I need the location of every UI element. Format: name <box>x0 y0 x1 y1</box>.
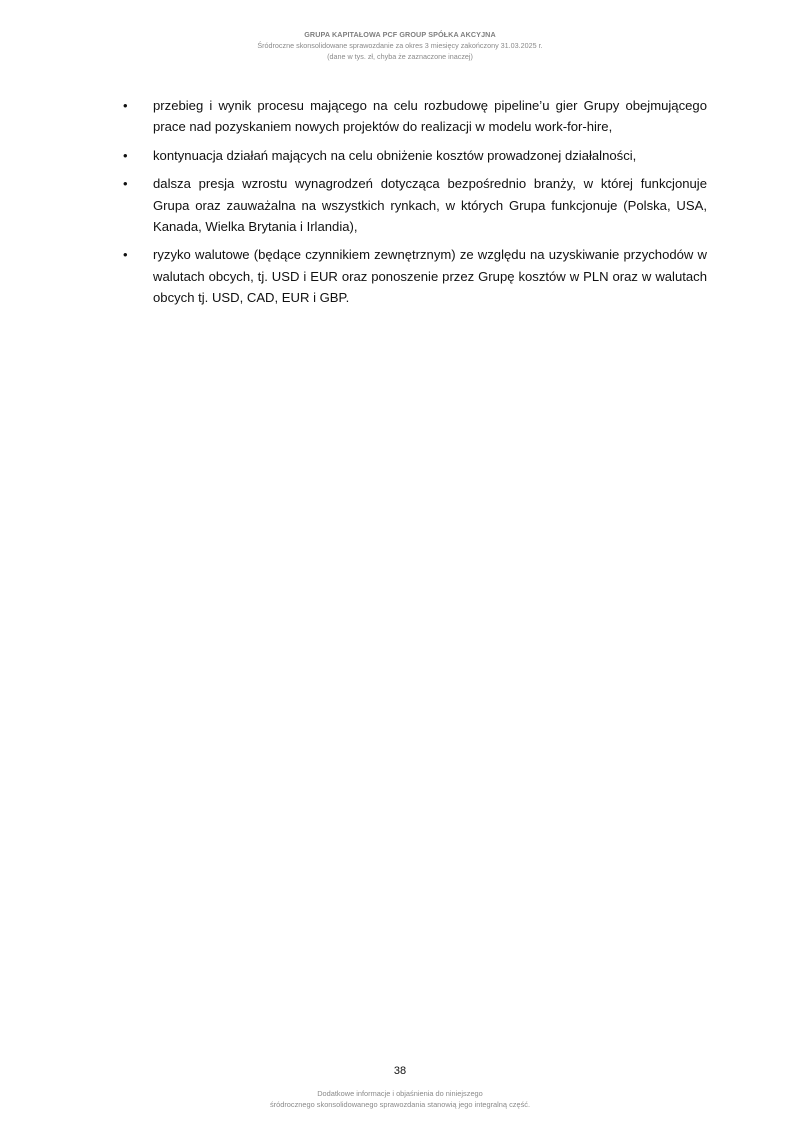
company-name: GRUPA KAPITAŁOWA PCF GROUP SPÓŁKA AKCYJNA <box>304 30 496 39</box>
list-item-text: kontynuacja działań mających na celu obniżenie kosztów prowadzonej działalności, <box>153 147 637 163</box>
page-footer <box>0 1088 800 1110</box>
report-title: Śródroczne skonsolidowane sprawozdanie za okres 3 miesięcy zakończony 31.03.2025 r. <box>257 41 543 50</box>
list-item-text: dalsza presja wzrostu wynagrodzeń dotycząca bezpośrednio branży, w której funkcjonuje Grupa oraz zauważalna na wszystkich rynkach, w których Grupa funkcjonuje (Polska, USA, Kanada, Wielka Brytania i Irlandia), <box>153 176 707 235</box>
page-header <box>0 29 800 62</box>
footer-line-1: Dodatkowe informacje i objaśnienia do niniejszego <box>317 1089 483 1098</box>
list-item-text: ryzyko walutowe (będące czynnikiem zewnętrznym) ze względu na uzyskiwanie przychodów w walutach obcych, tj. USD i EUR oraz ponoszenie przez Grupę kosztów w PLN oraz w walutach obcych tj. USD, CAD, EUR i GBP. <box>153 247 707 306</box>
bullet-icon: • <box>123 147 128 163</box>
units-note: (dane w tys. zł, chyba że zaznaczone inaczej) <box>327 52 473 61</box>
list-item-text: przebieg i wynik procesu mającego na celu rozbudowę pipeline’u gier Grupy obejmującego prace nad pozyskaniem nowych projektów do realizacji w modelu work-for-hire, <box>153 98 707 135</box>
list-item <box>123 173 707 237</box>
bullet-icon: • <box>123 98 128 113</box>
page-number: 38 <box>393 1065 407 1077</box>
document-body <box>123 95 707 316</box>
list-item <box>123 145 707 166</box>
bullet-icon: • <box>123 247 128 263</box>
footer-line-2: śródrocznego skonsolidowanego sprawozdania stanowią jego integralną część. <box>269 1100 531 1109</box>
bullet-list <box>123 95 707 309</box>
list-item <box>123 95 707 138</box>
bullet-icon: • <box>123 176 128 192</box>
list-item <box>123 244 707 308</box>
